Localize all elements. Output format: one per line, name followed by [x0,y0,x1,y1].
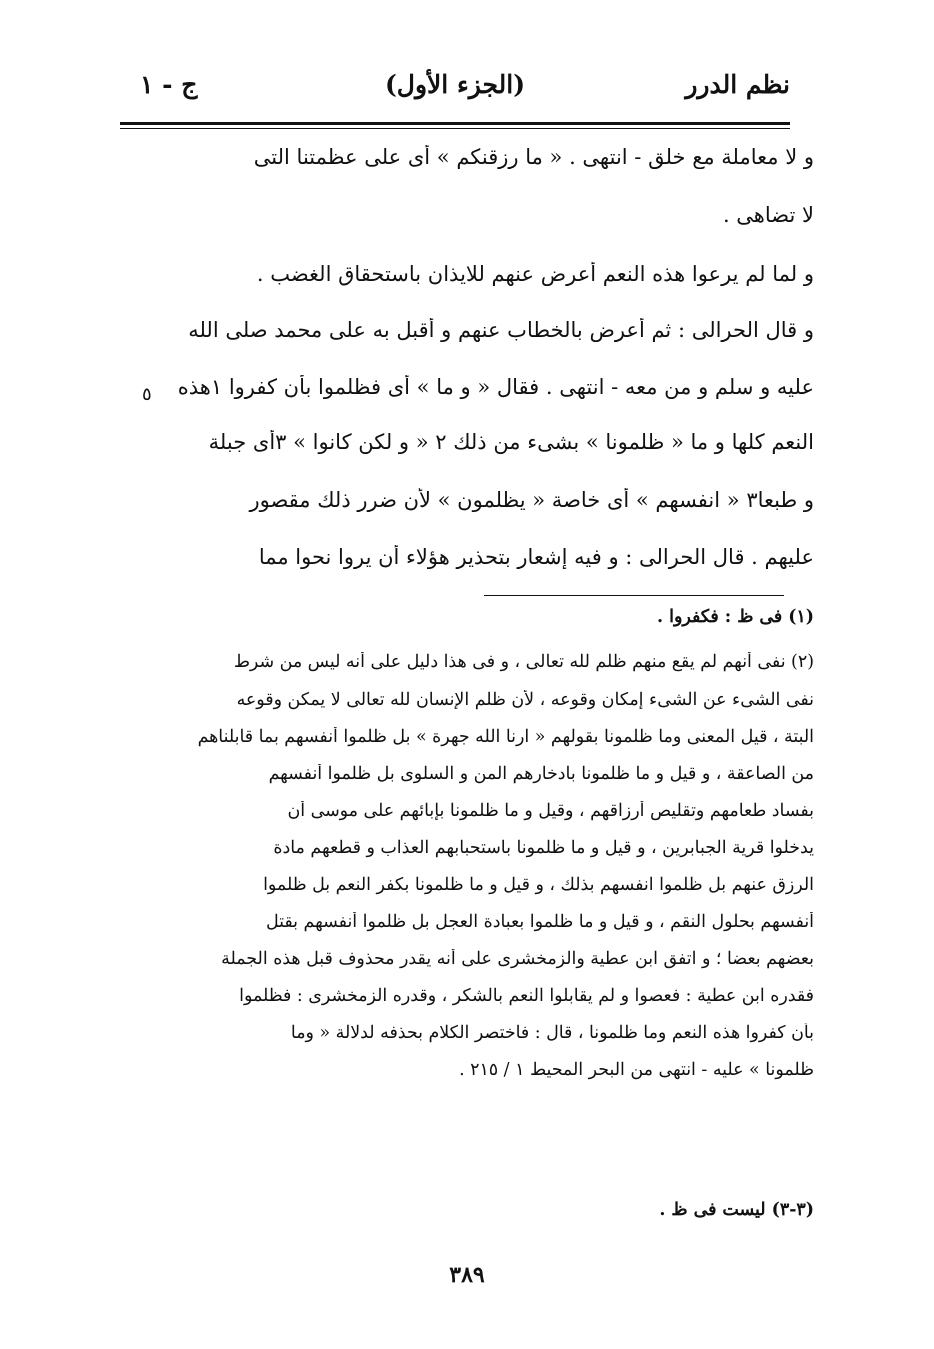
footnote-line: نفى الشىء عن الشىء إمكان وقوعه ، لأن ظلم الإنسان لله تعالى لا يمكن وقوعه [236,690,814,710]
main-text-line: و قال الحرالى : ثم أعرض بالخطاب عنهم و أقبل به على محمد صلى الله [188,318,814,342]
footnote-line: فقدره ابن عطية : فعصوا و لم يقابلوا النعم بالشكر ، وقدره الزمخشرى : فظلموا [239,986,814,1006]
margin-line-number: ٥ [142,384,152,405]
footnote-line: (١) فى ظ : فكفروا . [657,607,814,627]
running-header [120,70,790,120]
footnote-line: أنفسهم بحلول النقم ، و قيل و ما ظلموا بعبادة العجل بل ظلموا أنفسهم بقتل [265,912,814,932]
footnote-line: الرزق عنهم بل ظلموا انفسهم بذلك ، و قيل و ما ظلمونا بكفر النعم بل ظلموا [263,875,814,895]
book-title: نظم الدرر [685,70,790,99]
page-number: ٣٨٩ [449,1262,485,1288]
main-text-line: و لا معاملة مع خلق - انتهى . « ما رزقنكم » أى على عظمتنا التى [253,145,814,169]
main-text-line: عليه و سلم و من معه - انتهى . فقال « و ما » أى فظلموا بأن كفروا ١هذه [177,375,814,399]
header-rule-thin [120,128,790,129]
footnote-line: يدخلوا قرية الجبابرين ، و قيل و ما ظلمونا باستحبابهم العذاب و قطعهم مادة [273,838,814,858]
main-text-line: و طبعا٣ « انفسهم » أى خاصة « يظلمون » لأن ضرر ذلك مقصور [249,488,814,512]
volume-label: ج - ١ [140,70,198,99]
main-text-line: لا تضاهى . [722,203,814,227]
footnote-line: بفساد طعامهم وتقليص أرزاقهم ، وقيل و ما ظلمونا بإبائهم على موسى أن [287,801,814,821]
main-text-line: و لما لم يرعوا هذه النعم أعرض عنهم للايذان باستحقاق الغضب . [256,262,814,286]
footnote-line: البتة ، قيل المعنى وما ظلمونا بقولهم « ارنا الله جهرة » بل ظلموا أنفسهم بما قابلناهم [197,727,814,747]
footnote-line: بأن كفروا هذه النعم وما ظلمونا ، قال : فاختصر الكلام بحذفه لدلالة « وما [290,1023,814,1043]
footnote-line: ظلمونا » عليه - انتهى من البحر المحيط ١ / ٢١٥ . [459,1060,814,1080]
footnote-separator [484,595,784,596]
footnote-line: (٢) نفى أنهم لم يقع منهم ظلم لله تعالى ، و فى هذا دليل على أنه ليس من شرط [233,652,814,672]
main-text-line: عليهم . قال الحرالى : و فيه إشعار بتحذير هؤلاء أن يروا نحوا مما [258,545,814,569]
footnote-line: من الصاعقة ، و قيل و ما ظلمونا بادخارهم المن و السلوى بل ظلموا أنفسهم [268,764,814,784]
main-text-line: النعم كلها و ما « ظلمونا » بشىء من ذلك ٢ « و لكن كانوا » ٣أى جبلة [208,430,814,454]
footnote-line: بعضهم بعضا ؛ و اتفق ابن عطية والزمخشرى على أنه يقدر محذوف قبل هذه الجملة [221,949,814,969]
footnote-line: (٣-٣) ليست فى ظ . [659,1200,814,1220]
part-label: (الجزء الأول) [384,70,526,99]
header-rule-thick [120,122,790,125]
